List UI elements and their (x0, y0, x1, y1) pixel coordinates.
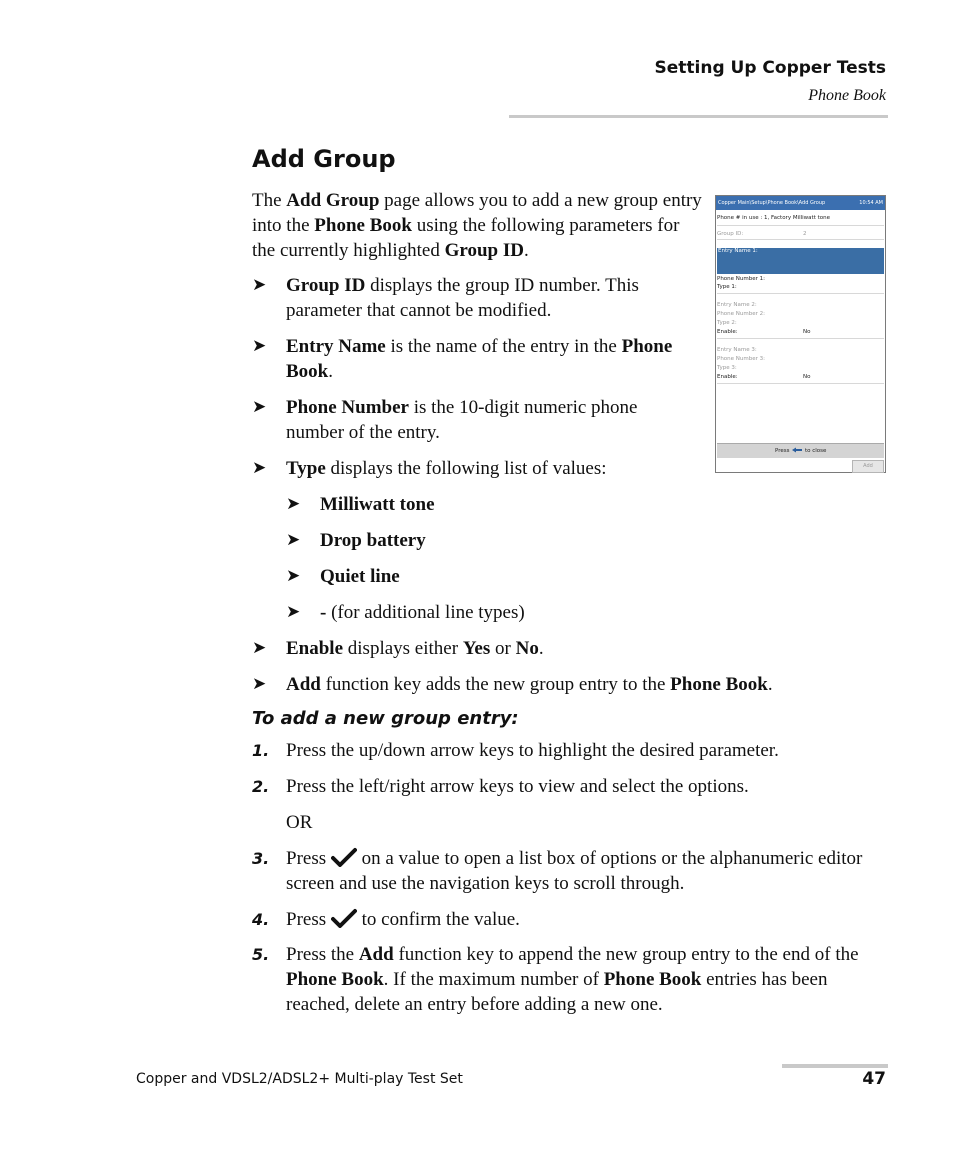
device-group-id-row: Group ID: 2 (717, 231, 807, 237)
bullet-arrow-icon: ➤ (286, 602, 301, 622)
bullet-arrow-icon: ➤ (252, 638, 267, 658)
bullet-arrow-icon: ➤ (252, 336, 267, 356)
device-add-key[interactable]: Add (852, 460, 884, 473)
device-phone-number-1: Phone Number 1: (717, 276, 765, 282)
bullet-arrow-icon: ➤ (286, 530, 301, 550)
footer-product-name: Copper and VDSL2/ADSL2+ Multi-play Test Set (136, 1071, 463, 1087)
device-entry-name-1: Entry Name 1: (718, 248, 758, 254)
procedure-title: To add a new group entry: (252, 708, 519, 729)
back-arrow-icon (791, 447, 803, 453)
device-type-3: Type 3: (717, 365, 737, 371)
device-enable-2: Enable: No (717, 329, 811, 335)
device-info-line: Phone # in use : 1, Factory Milliwatt tone (717, 215, 831, 221)
checkmark-icon (331, 908, 357, 928)
device-phone-number-2: Phone Number 2: (717, 311, 765, 317)
device-type-2: Type 2: (717, 320, 737, 326)
running-header-title: Setting Up Copper Tests (654, 58, 886, 78)
bullet-arrow-icon: ➤ (252, 674, 267, 694)
bullet-arrow-icon: ➤ (252, 397, 267, 417)
header-rule (509, 115, 888, 118)
section-title: Add Group (252, 145, 396, 173)
checkmark-icon (331, 847, 357, 867)
device-title-bar: Copper Main\Setup\Phone Book\Add Group 10:54 AM (716, 196, 885, 210)
device-phone-number-3: Phone Number 3: (717, 356, 765, 362)
device-enable-3: Enable: No (717, 374, 811, 380)
bullet-arrow-icon: ➤ (252, 458, 267, 478)
bullet-arrow-icon: ➤ (252, 275, 267, 295)
footer-rule (782, 1064, 888, 1068)
running-header-subtitle: Phone Book (808, 87, 886, 104)
page-number: 47 (862, 1069, 886, 1089)
device-type-1: Type 1: (717, 284, 737, 290)
device-screenshot (715, 195, 886, 473)
device-footer-bar: Press to close (717, 443, 884, 458)
intro-paragraph: The Add Group page allows you to add a new group entry into the Phone Book using the following parameters for the currently highlighted Group ID. (252, 190, 702, 261)
device-entry-name-3: Entry Name 3: (717, 347, 757, 353)
bullet-arrow-icon: ➤ (286, 494, 301, 514)
device-entry-name-2: Entry Name 2: (717, 302, 757, 308)
bullet-arrow-icon: ➤ (286, 566, 301, 586)
